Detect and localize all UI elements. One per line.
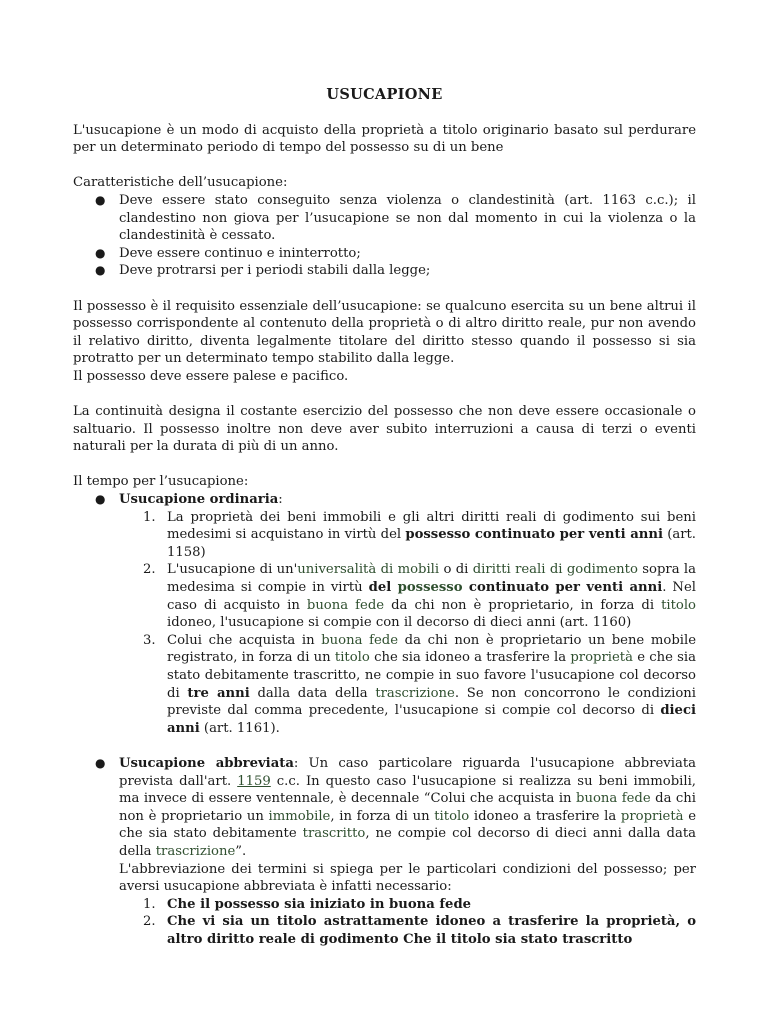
bullet-icon: ● (95, 192, 106, 207)
list-item: 2. L'usucapione di un'universalità di mobili o di diritti reali di godimento sopra la medesima si compie in virtù del possesso continuato per venti anni. Nel caso di acquisto in buona fede da chi non è proprietario, in forza di titolo idoneo, l'usucapione si compie con il decorso di dieci anni (art. 1160) (143, 562, 696, 631)
article-1159-link[interactable]: 1159 (237, 773, 271, 789)
list-item: ● Deve essere stato conseguito senza violenza o clandestinità (art. 1163 c.c.); il clandestino non giova per l’usucapione se non dal momento in cui la violenza o la clandestinità è cessato. (95, 192, 696, 244)
abbreviata-paragraph: L'abbreviazione dei termini si spiega per le particolari condizioni del possesso; per aversi usucapione abbreviata è infatti necessario: (119, 861, 696, 895)
possession-note: Il possesso deve essere palese e pacifico. (73, 368, 349, 384)
list-item: 3. Colui che acquista in buona fede da chi non è proprietario un bene mobile registrato, in forza di un titolo che sia idoneo a trasferire la proprietà e che sia stato debitamente trascritto, ne compie in suo favore l'usucapione col decorso di tre anni dalla data della trascrizione. Se non concorrono le condizioni previste dal comma precedente, l'usucapione si compie col decorso di dieci anni (art. 1161). (143, 632, 697, 736)
list-item: 1. Che il possesso sia iniziato in buona fede (143, 896, 472, 912)
list-item: 1. La proprietà dei beni immobili e gli altri diritti reali di godimento sui beni medesimi si acquistano in virtù del possesso continuato per venti anni (art. 1158) (143, 509, 696, 560)
continuity-paragraph: La continuità designa il costante esercizio del possesso che non deve essere occasionale o saltuario. Il possesso inoltre non deve aver subito interruzioni a causa di terzi o eventi naturali per la durata di più di un anno. (73, 404, 696, 455)
abbreviata-list (73, 755, 696, 949)
list-item-ordinaria: ● Usucapione ordinaria: 1. La proprietà dei beni immobili e gli altri diritti reali di godimento sui beni medesimi si acquistano in virtù del possesso continuato per venti anni (art. 1158) 2. L'usucapione di un'universalità di mobili o di diritti reali di godimento sopra la medesima si compie in virtù del possesso continuato per venti anni. Nel caso di acquisto in buona fede da chi non è proprietario, in forza di titolo idoneo, l'usucapione si compie con il decorso di dieci anni (art. 1160) 3. Colui che acquista in buona fede da chi non è proprietario un bene mobile registrato, in forza di un titolo che sia idoneo a trasferire la proprietà e che sia stato debitamente trascritto, ne compie in suo favore l'usucapione col decorso di tre anni dalla data della trascrizione. Se non concorrono le condizioni previste dal comma precedente, l'usucapione si compie col decorso di dieci anni (art. 1161). (73, 491, 696, 737)
bullet-icon: ● (95, 492, 106, 507)
list-item: ● Deve essere continuo e ininterrotto; (95, 245, 361, 261)
document-title: USUCAPIONE (326, 86, 443, 103)
possession-paragraph: Il possesso è il requisito essenziale dell’usucapione: se qualcuno esercita su un bene altrui il possesso corrispondente al contenuto della proprietà o di altro diritto reale, pur non avendo il relativo diritto, diventa legalmente titolare del diritto stesso quando il possesso si sia protratto per un determinato tempo stabilito dalla legge. (73, 298, 696, 367)
bullet-icon: ● (95, 755, 106, 770)
list-item: 2. Che vi sia un titolo astrattamente idoneo a trasferire la proprietà, o altro diritto reale di godimento Che il titolo sia stato trascritto (143, 914, 696, 947)
requirements-list (73, 896, 696, 949)
usucapione-types-list (73, 491, 696, 737)
characteristics-heading: Caratteristiche dell’usucapione: (73, 175, 288, 191)
bullet-icon: ● (95, 263, 106, 278)
time-heading: Il tempo per l’usucapione: (73, 474, 249, 490)
list-item-abbreviata: ● Usucapione abbreviata: Un caso particolare riguarda l'usucapione abbreviata prevista dall'art. 1159 c.c. In questo caso l'usucapione si realizza su beni immobili, ma invece di essere ventennale, è decennale “Colui che acquista in buona fede da chi non è proprietario un immobile, in forza di un titolo idoneo a trasferire la proprietà e che sia stato debitamente trascritto, ne compie col decorso di dieci anni dalla data della trascrizione”. L'abbreviazione dei termini si spiega per le particolari condizioni del possesso; per aversi usucapione abbreviata è infatti necessario: 1. Che il possesso sia iniziato in buona fede 2. Che vi sia un titolo astrattamente idoneo a trasferire la proprietà, o altro diritto reale di godimento Che il titolo sia stato trascritto (73, 755, 696, 949)
ordinaria-list (73, 509, 696, 738)
bullet-icon: ● (95, 245, 106, 260)
list-item: ● Deve protrarsi per i periodi stabili dalla legge; (95, 263, 431, 279)
characteristics-list (73, 192, 696, 280)
intro-paragraph: L'usucapione è un modo di acquisto della proprietà a titolo originario basato sul perdurare per un determinato periodo di tempo del possesso su di un bene (73, 122, 696, 156)
